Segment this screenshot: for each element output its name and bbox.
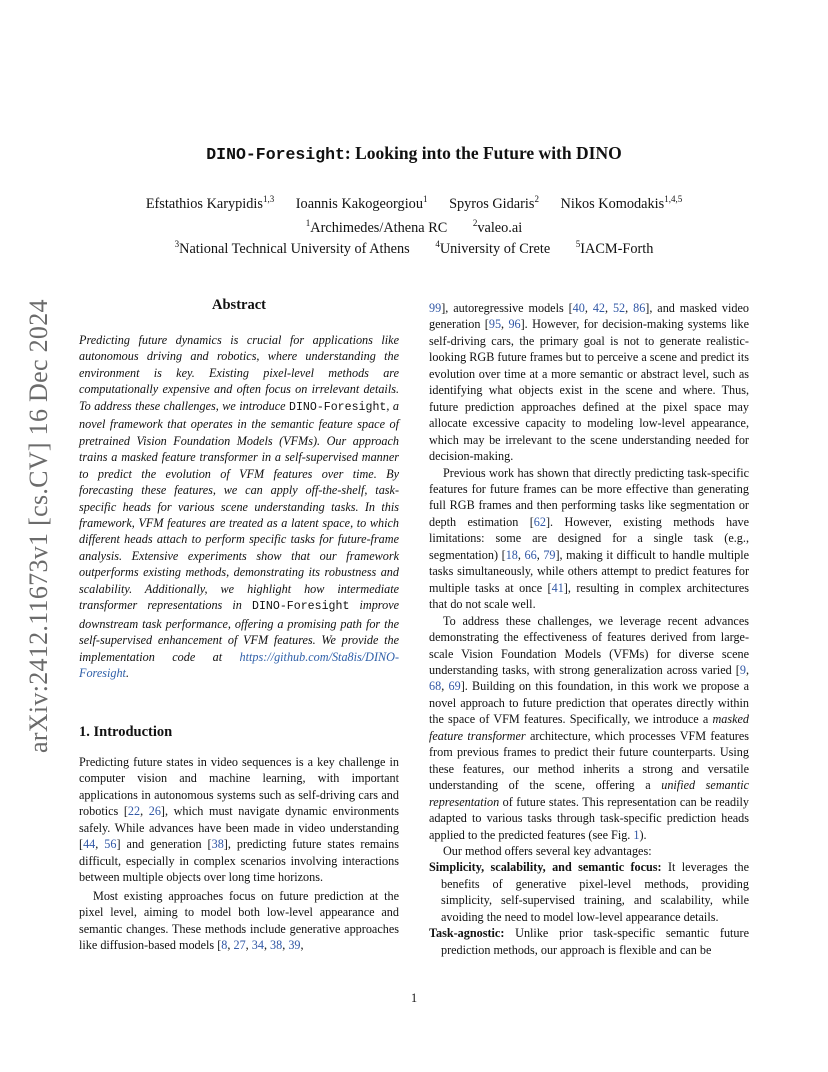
section-heading-introduction: 1. Introduction	[79, 724, 173, 740]
citation-link[interactable]: 40	[572, 301, 585, 315]
method-name: DINO-Foresight	[252, 600, 350, 614]
affiliation: $^2$valeo.ai	[472, 218, 523, 236]
affiliation: $^1$Archimedes/Athena RC	[305, 218, 448, 236]
code-link[interactable]: https://github.com/Sta8is/DINO-Foresight	[79, 649, 399, 681]
author: Efstathios Karypidis$^{1,3}$	[145, 194, 275, 212]
citation-link[interactable]: 38	[211, 837, 224, 852]
author: Nikos Komodakis$^{1,4,5}$	[560, 194, 683, 212]
paper-title	[0, 143, 828, 164]
citation-link[interactable]: 34	[251, 937, 264, 952]
citation-link[interactable]: 26	[148, 804, 161, 819]
citation-link[interactable]: 18	[505, 547, 518, 562]
author-list	[0, 196, 828, 213]
citation-link[interactable]: 38	[270, 937, 283, 952]
citation-link[interactable]: 79	[543, 547, 556, 562]
citation-link[interactable]: 96	[508, 317, 521, 332]
arxiv-identifier: arXiv:2412.11673v1 [cs.CV] 16 Dec 2024	[24, 299, 53, 753]
intro-right-column	[429, 300, 749, 958]
figure-link[interactable]: 1	[633, 827, 640, 842]
author: Ioannis Kakogeorgiou$^1$	[295, 194, 428, 212]
citation-link[interactable]: 69	[448, 679, 461, 694]
intro-left-column	[79, 754, 399, 953]
author: Spyros Gidaris$^2$	[449, 194, 539, 212]
abstract-heading: Abstract	[212, 297, 266, 313]
method-name: DINO-Foresight	[288, 400, 387, 414]
paragraph: To address these challenges, we leverage recent advances demonstrating the effectiveness of features derived from large-scale Vision Foundation Models (VFMs) for diverse scene understanding tasks, with strong generalization across varied [9, 68, 69]. Building on this foundation, in this work we propose a novel approach to future prediction that operates directly within the space of VFM features. Specifically, we introduce a masked feature transformer architecture, which processes VFM features from previous frames to predict their future counterparts. Using these features, our method inherits a strong and versatile understanding of the scene, offering a unified semantic representation of future states. This representation can be readily adapted to various tasks through task-specific prediction heads applied to the predicted features (see Fig. 1).	[429, 613, 750, 842]
citation-link[interactable]: 39	[288, 937, 301, 952]
citation-link[interactable]: 41	[551, 580, 564, 595]
citation-link[interactable]: 8	[221, 937, 228, 952]
citation-link[interactable]: 42	[592, 301, 605, 315]
abstract-body: Predicting future dynamics is crucial for applications like autonomous driving and robotics, where understanding the environment is key. Existing pixel-level methods are computationally expensive and often focus on irrelevant details. To address these challenges, we introduce DINO-Foresight, a novel framework that operates in the semantic feature space of pretrained Vision Foundation Models (VFMs). Our approach trains a masked feature transformer in a self-supervised manner to predict the evolution of VFM features over time. By forecasting these features, we can apply off-the-shelf, task-specific heads for various scene understanding tasks. In this framework, VFM features are treated as a latent space, to which different heads attach to perform specific tasks for future-frame analysis. Extensive experiments show that our framework outperforms existing methods, demonstrating its robustness and scalability. Additionally, we highlight how intermediate transformer representations in DINO-Foresight improve downstream task performance, offering a promising path for the self-supervised enhancement of VFM features. We provide the implementation code at https://github.com/Sta8is/DINO-Foresight.	[79, 333, 400, 681]
paragraph: Our method offers several key advantages:	[443, 843, 652, 858]
citation-link[interactable]: 27	[233, 937, 246, 952]
paragraph: 99], autoregressive models [40, 42, 52, 86], and masked video generation [95, 96]. However, for decision-making systems like self-driving cars, the primary goal is not to generate realistic-looking RGB future frames but to perceive a scene and predict its evolution over time at a more semantic or abstract level, such as identifying what objects exist in the scene and where. Thus, future prediction approaches defined at the pixel space may allocate excessive capacity to modeling low-level appearance, which may be irrelevant to the scene understanding needed for decision-making.	[429, 301, 750, 464]
page-number: 1	[410, 991, 418, 1005]
advantage-item: Task-agnostic: Unlike prior task-specific semantic future prediction methods, our approach is flexible and can be	[429, 926, 749, 957]
citation-link[interactable]: 56	[104, 837, 117, 852]
title-method-name: DINO-Foresight	[206, 145, 345, 164]
affiliations-line-1	[0, 220, 828, 237]
paragraph: Predicting future states in video sequences is a key challenge in computer vision and machine learning, with important applications in autonomous systems such as self-driving cars and robotics [22, 26], which must navigate dynamic environments safely. While advances have been made in video understanding [44, 56] and generation [38], predicting future states remains difficult, especially in complex scenarios involving interactions between multiple objects over long time horizons.	[79, 755, 400, 885]
citation-link[interactable]: 22	[127, 804, 141, 819]
citation-link[interactable]: 44	[83, 837, 96, 852]
affiliations-line-2	[0, 241, 828, 258]
affiliation: $^5$IACM-Forth	[575, 239, 654, 257]
citation-link[interactable]: 99	[429, 301, 442, 315]
citation-link[interactable]: 52	[612, 301, 626, 315]
citation-link[interactable]: 95	[488, 317, 502, 332]
citation-link[interactable]: 66	[524, 547, 537, 562]
advantage-item: Simplicity, scalability, and semantic focus: It leverages the benefits of generative pixel-level methods, providing simplicity, self-supervised training, and scalability, while avoiding the need to model low-level appearance details.	[429, 860, 749, 924]
affiliation: $^4$University of Crete	[435, 239, 551, 257]
citation-link[interactable]: 68	[429, 679, 442, 694]
affiliation: $^3$National Technical University of Athens	[174, 239, 410, 257]
citation-link[interactable]: 9	[739, 662, 746, 677]
paragraph: Previous work has shown that directly predicting task-specific features for future frames can be more effective than generating full RGB frames and then performing tasks like segmentation or depth estimation [62]. However, existing methods have limitations: some are designed for a single task (e.g., segmentation) [18, 66, 79], making it difficult to handle multiple tasks simultaneously, while others attempt to predict features for multiple tasks at once [41], resulting in complex architectures that do not scale well.	[429, 465, 750, 612]
title-rest: : Looking into the Future with DINO	[344, 143, 622, 163]
citation-link[interactable]: 86	[633, 301, 646, 315]
paragraph: Most existing approaches focus on future prediction at the pixel level, aiming to model both low-level appearance and semantic changes. These methods include generative approaches like diffusion-based models [8, 27, 34, 38, 39,	[79, 888, 399, 952]
citation-link[interactable]: 62	[533, 514, 546, 529]
